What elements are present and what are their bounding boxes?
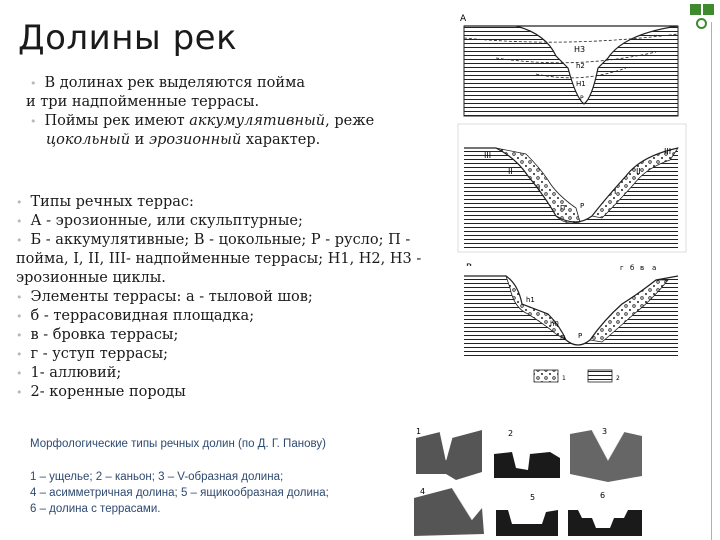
- list-item: в - бровка террасы;: [30, 327, 179, 343]
- intro-line-3-start: Поймы рек имеют: [44, 113, 190, 129]
- bullet-icon: •: [16, 234, 23, 247]
- profile-a-h3: H3: [574, 45, 586, 54]
- bullet-icon: •: [30, 77, 37, 90]
- profile-b-p: Р: [580, 202, 585, 210]
- figure-caption-line: 4 – асимметричная долина; 5 – ящикообразная долина;: [30, 487, 329, 499]
- bullet-icon: •: [16, 310, 23, 323]
- list-item-continuation: пойма, I, II, III- надпойменные террасы; Н1, Н2, Н3 -: [16, 251, 422, 267]
- valley-type-1: [416, 427, 482, 480]
- legend-2-label: 2: [616, 375, 620, 382]
- profile-b-t2r: II: [636, 167, 641, 176]
- profile-b: [458, 124, 686, 252]
- valley-type-2: [494, 429, 560, 478]
- intro-term-erosional: эрозионный: [148, 132, 242, 148]
- profile-a-h1: H1: [576, 80, 586, 88]
- profile-v-v: в: [640, 264, 645, 272]
- list-item: 2- коренные породы: [30, 384, 186, 400]
- slide-title: Долины рек: [18, 18, 238, 58]
- list-item: Элементы террасы: а - тыловой шов;: [30, 289, 313, 305]
- valley-types-figure: [412, 424, 644, 540]
- profile-v-p: Р: [578, 332, 583, 340]
- profile-a-label: А: [460, 14, 467, 24]
- profile-v-h1: h1: [526, 296, 535, 304]
- legend-1-label: 1: [562, 375, 566, 382]
- figure-caption-line: 1 – ущелье; 2 – каньон; 3 – V-образная долина;: [30, 471, 284, 483]
- bullet-icon: •: [30, 115, 37, 128]
- intro-line-1: В долинах рек выделяются пойма: [44, 75, 306, 91]
- bullet-icon: •: [16, 348, 23, 361]
- profile-b-t1: I: [538, 185, 541, 194]
- valley-type-5: [496, 493, 558, 536]
- slide-divider: [711, 22, 712, 540]
- valley-type-1-number: 1: [416, 427, 422, 436]
- bullet-icon: •: [16, 329, 23, 342]
- profile-a: [460, 14, 678, 116]
- profile-b-t3: III: [484, 151, 492, 160]
- profile-v-g: г: [620, 264, 624, 272]
- valley-type-6-number: 6: [600, 491, 606, 500]
- valley-type-6: [568, 491, 642, 536]
- list-item: Типы речных террас:: [30, 194, 194, 210]
- profile-v: [464, 263, 678, 356]
- profile-v-a: а: [652, 264, 657, 272]
- valley-type-5-number: 5: [530, 493, 536, 502]
- figure-caption-line: 6 – долина с террасами.: [30, 503, 161, 515]
- bullet-icon: •: [16, 386, 23, 399]
- valley-type-4: [414, 487, 484, 536]
- profile-b-t3r: III: [664, 147, 672, 156]
- slide-corner-mark: [690, 4, 720, 34]
- intro-and: и: [130, 132, 149, 148]
- list-item-continuation: эрозионные циклы.: [16, 270, 166, 286]
- bullet-icon: •: [16, 215, 23, 228]
- profile-a-h2: h2: [576, 62, 585, 70]
- bullet-icon: •: [16, 291, 23, 304]
- terrace-types-list: [16, 193, 436, 402]
- intro-line-2: и три надпойменные террасы.: [26, 94, 260, 110]
- profile-b-p1: П: [560, 204, 566, 212]
- intro-line-3-end: , реже: [325, 113, 375, 129]
- list-item: Б - аккумулятивные; В - цокольные; Р - русло; П -: [30, 232, 411, 248]
- valley-type-3-number: 3: [602, 427, 608, 436]
- profile-b-t2: II: [508, 167, 513, 176]
- valley-type-2-number: 2: [508, 429, 514, 438]
- intro-line-4-end: характер.: [241, 132, 321, 148]
- bullet-icon: •: [16, 367, 23, 380]
- intro-block: [26, 74, 450, 150]
- profile-v-h0: h0: [550, 320, 559, 328]
- valley-type-3: [570, 427, 642, 482]
- intro-term-socle: цокольный: [46, 132, 131, 148]
- list-item: 1- аллювий;: [30, 365, 122, 381]
- list-item: А - эрозионные, или скульптурные;: [30, 213, 303, 229]
- bullet-icon: •: [16, 196, 23, 209]
- list-item: г - уступ террасы;: [30, 346, 169, 362]
- figure-caption-title: Морфологические типы речных долин (по Д. Г. Панову): [30, 438, 326, 450]
- valley-type-4-number: 4: [420, 487, 426, 496]
- profile-v-b: б: [630, 264, 635, 272]
- profile-v-p1: П: [560, 334, 566, 342]
- profile-a-p: P: [580, 95, 584, 102]
- intro-term-accumulative: аккумулятивный: [189, 113, 326, 129]
- profile-legend: [534, 370, 620, 382]
- terrace-profiles-figure: [456, 8, 688, 392]
- list-item: б - террасовидная площадка;: [30, 308, 255, 324]
- profile-b-t1r: I: [614, 187, 617, 196]
